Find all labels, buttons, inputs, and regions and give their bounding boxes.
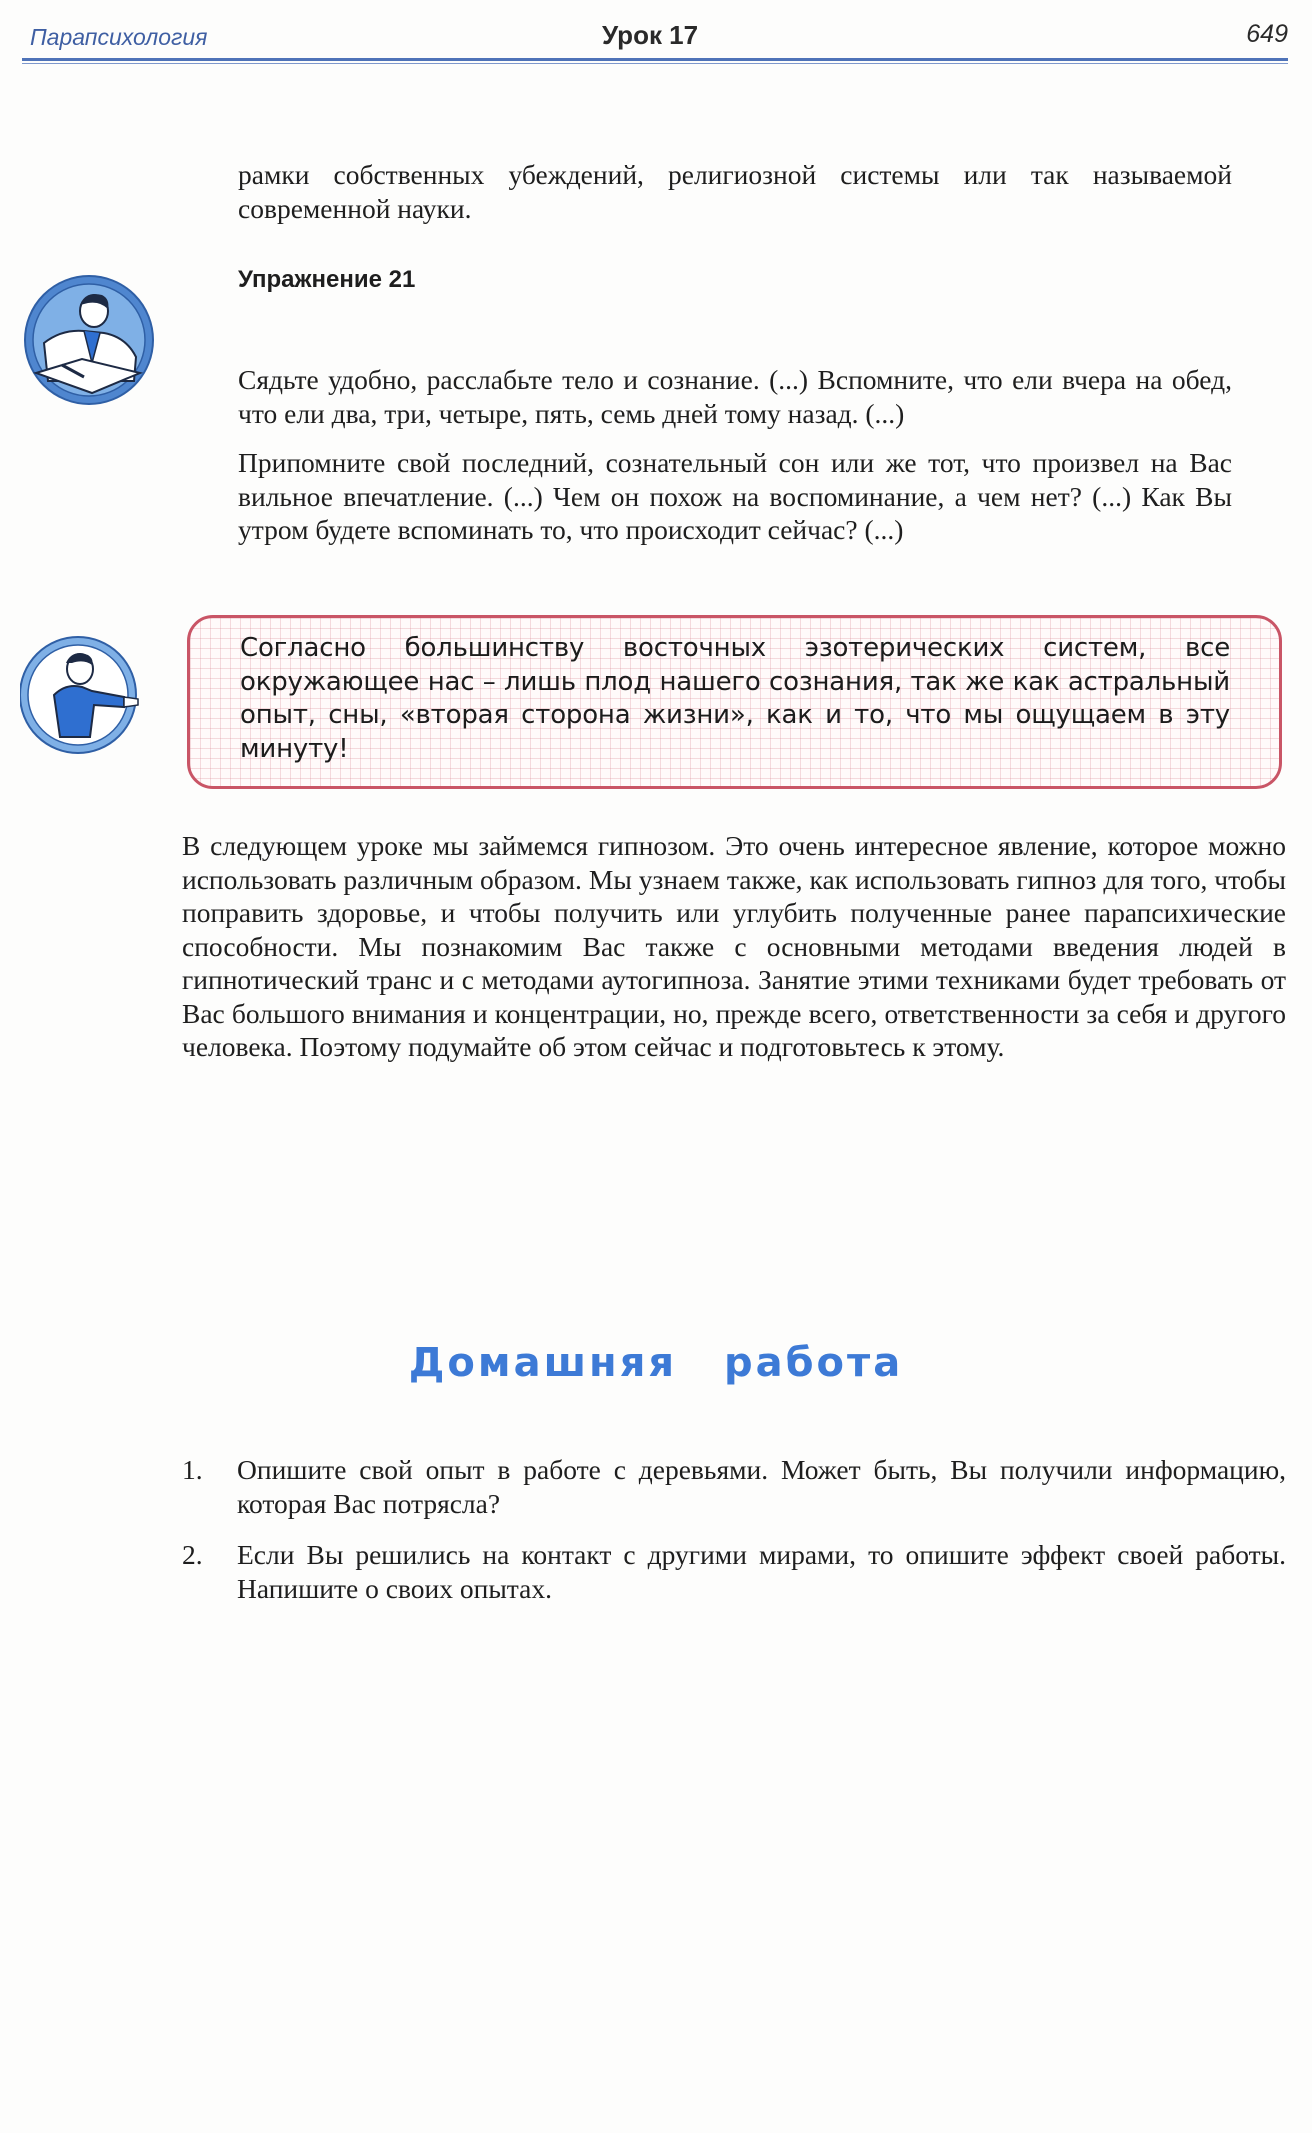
page-number: 649	[1246, 20, 1288, 48]
exercise-paragraph-2: Припомните свой последний, сознательный сон или же тот, что произвел на Вас вильное впечатление. (...) Чем он похож на воспоминание, а чем нет? (...) Как Вы утром будете вспоминать то, что происходит сейчас? (...)	[238, 447, 1232, 545]
pointing-man-icon	[20, 633, 144, 762]
exercise-title: Упражнение 21	[238, 266, 416, 293]
intro-fragment: рамки собственных убеждений, религиозной системы или так называемой современной науки.	[238, 159, 1232, 224]
header-rule-thin	[22, 63, 1288, 64]
note-callout	[187, 615, 1282, 789]
homework-item	[182, 1538, 1286, 1605]
homework-item-text: Если Вы решились на контакт с другими мирами, то опишите эффект своей работы. Напишите о своих опытах.	[237, 1539, 1286, 1604]
homework-item-text: Опишите свой опыт в работе с деревьями. Может быть, Вы получили информацию, которая Вас потрясла?	[237, 1454, 1286, 1519]
page-header	[22, 20, 1288, 64]
header-rule	[22, 58, 1288, 61]
writing-man-icon	[22, 273, 156, 412]
exercise-paragraph-1: Сядьте удобно, расслабьте тело и сознание. (...) Вспомните, что ели вчера на обед, что ели два, три, четыре, пять, семь дней тому назад. (...)	[238, 364, 1232, 429]
note-text: Согласно большинству восточных эзотерических систем, все окружающее нас – лишь плод нашего сознания, так же как астральный опыт, сны, «вторая сторона жизни», как и то, что мы ощущаем в эту минуту!	[240, 633, 1230, 764]
next-lesson-paragraph: В следующем уроке мы займемся гипнозом. Это очень интересное явление, которое можно использовать различным образом. Мы узнаем также, как использовать гипноз для того, чтобы поправить здоровье, и чтобы получить или углубить полученные ранее парапсихические способности. Мы познакомим Вас также с основными методами введения людей в гипнотический транс и с методами аутогипноза. Занятие этими техниками будет требовать от Вас большого внимания и концентрации, но, прежде всего, ответственности за себя и другого человека. Поэтому подумайте об этом сейчас и подготовьтесь к этому.	[182, 830, 1286, 1062]
homework-item-number: 1.	[182, 1454, 203, 1485]
running-head-lesson: Урок 17	[602, 20, 699, 50]
homework-item-number: 2.	[182, 1539, 203, 1570]
homework-title: Домашняя работа	[408, 1340, 904, 1386]
homework-list	[182, 1453, 1286, 1623]
running-head-section: Парапсихология	[30, 24, 208, 50]
homework-item	[182, 1453, 1286, 1520]
